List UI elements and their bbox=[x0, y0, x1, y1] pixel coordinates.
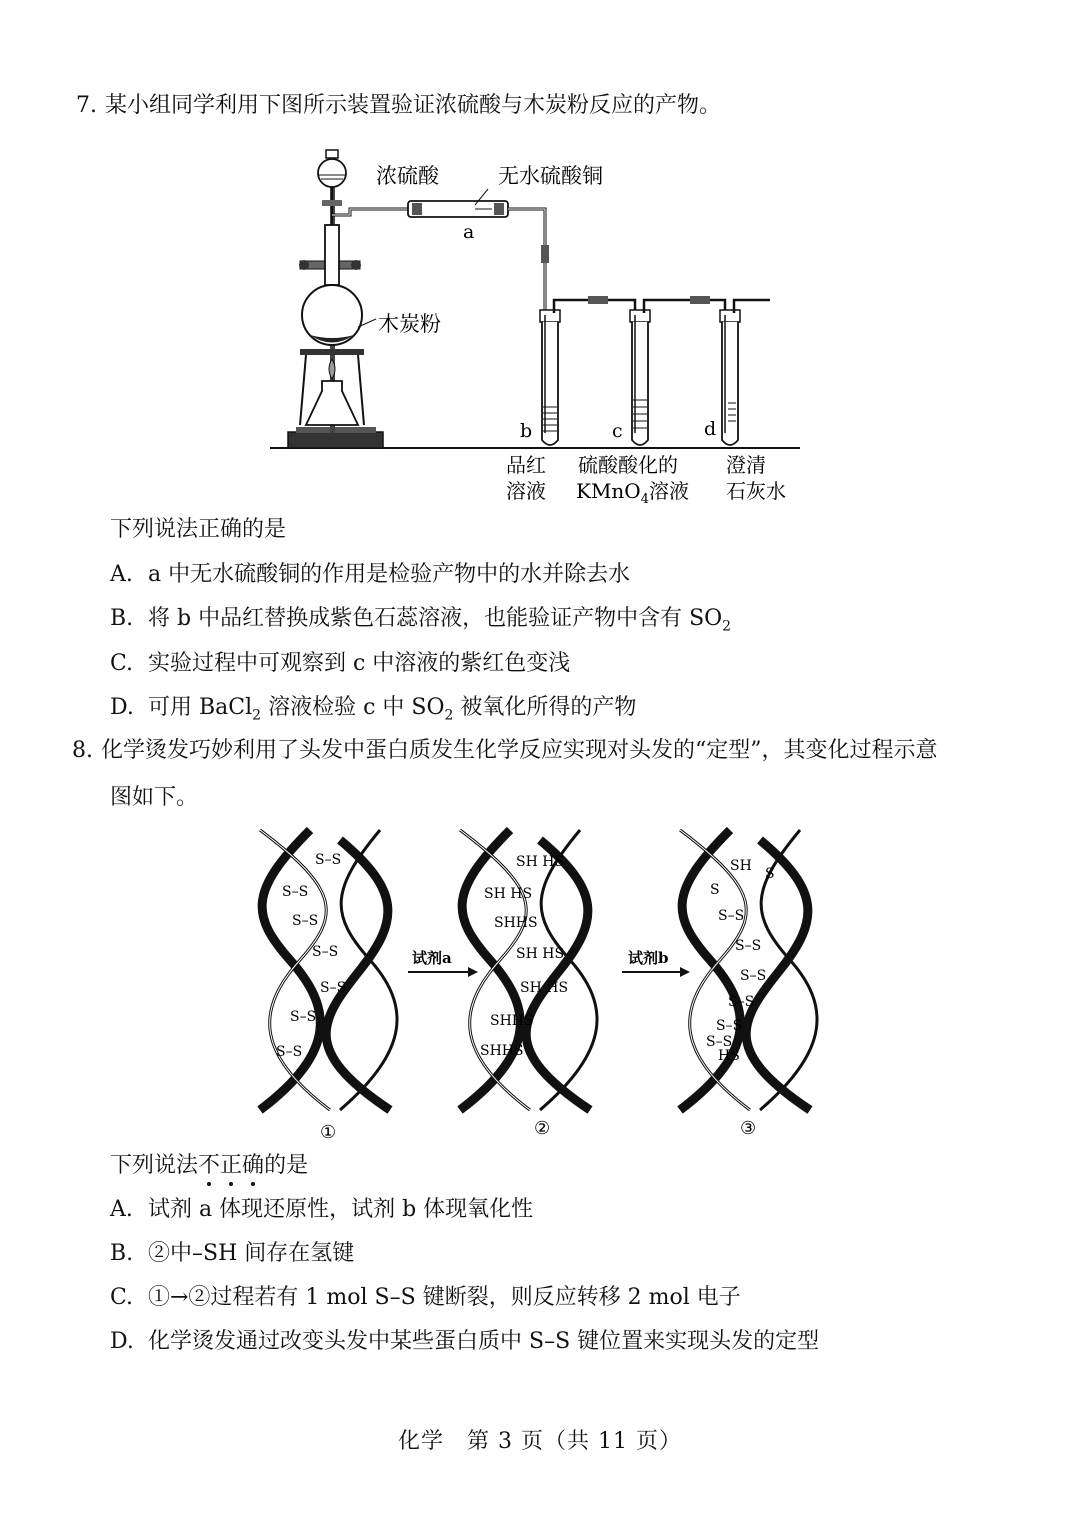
label-c: c bbox=[612, 420, 623, 442]
helix2-bond: SH HS bbox=[484, 886, 533, 902]
q7-prompt: 下列说法正确的是 bbox=[110, 517, 287, 542]
helix1-bond: S–S bbox=[282, 884, 309, 900]
helix1-bond: S–S bbox=[276, 1044, 303, 1060]
q8-hair-helix-figure bbox=[240, 820, 840, 1145]
q8-option-c: C. ①→②过程若有 1 mol S–S 键断裂，则反应转移 2 mol 电子 bbox=[110, 1285, 741, 1310]
helix3-label: S bbox=[710, 882, 720, 898]
helix3-label: SH bbox=[730, 858, 752, 874]
q8-prompt: 下列说法不正确的是 bbox=[110, 1153, 309, 1178]
reagent-b-label: 试剂b bbox=[628, 949, 669, 967]
q7-stem bbox=[76, 92, 721, 120]
label-a: a bbox=[463, 221, 475, 243]
helix3-label: S–S bbox=[706, 1034, 733, 1050]
q7-option-c: C. 实验过程中可观察到 c 中溶液的紫红色变浅 bbox=[110, 651, 571, 676]
tube-d-label-1: 澄清 bbox=[726, 453, 766, 477]
q8-stem-line2: 图如下。 bbox=[110, 785, 199, 810]
q8-option-a: A. 试剂 a 体现还原性，试剂 b 体现氧化性 bbox=[110, 1197, 534, 1222]
label-conc-h2so4: 浓硫酸 bbox=[376, 164, 439, 188]
q7-apparatus-figure bbox=[270, 145, 810, 505]
helix2-bond: SHHS bbox=[490, 1013, 534, 1029]
figure-label-2: ② bbox=[534, 1118, 551, 1139]
q7-stem-text: 某小组同学利用下图所示装置验证浓硫酸与木炭粉反应的产物。 bbox=[105, 93, 722, 118]
q7-option-a: A. a 中无水硫酸铜的作用是检验产物中的水并除去水 bbox=[110, 562, 631, 587]
helix3-label: S–S bbox=[728, 994, 755, 1010]
helix2-bond: SHHS bbox=[480, 1043, 524, 1059]
helix3-label: S–S bbox=[735, 938, 762, 954]
label-d: d bbox=[704, 418, 717, 440]
figure-label-1: ① bbox=[320, 1122, 337, 1143]
q7-option-d: D. 可用 BaCl$_2$ 溶液检验 c 中 $SO_2$ 被氧化所得的产物 bbox=[110, 695, 637, 724]
tube-c-label-2: KMnO$_4$溶液 bbox=[576, 479, 689, 505]
tube-b-label-1: 品红 bbox=[506, 453, 546, 477]
helix1-bond: S–S bbox=[315, 852, 342, 868]
helix3-label: S–S bbox=[716, 1018, 743, 1034]
page-footer: 化学 第 3 页（共 11 页） bbox=[398, 1429, 682, 1454]
helix1-bond: S–S bbox=[290, 1009, 317, 1025]
helix1-bond: S–S bbox=[312, 944, 339, 960]
reagent-a-label: 试剂a bbox=[412, 949, 452, 967]
helix2-bond: SHHS bbox=[494, 915, 538, 931]
helix2-bond: SH HS bbox=[516, 946, 565, 962]
q7-option-b: B. 将 b 中品红替换成紫色石蕊溶液，也能验证产物中含有 $SO_2$ bbox=[110, 606, 732, 635]
q7-number: 7. bbox=[76, 93, 97, 118]
label-b: b bbox=[520, 420, 533, 442]
figure-label-3: ③ bbox=[740, 1118, 757, 1139]
helix2-bond: SH HS bbox=[516, 854, 565, 870]
tube-b-label-2: 溶液 bbox=[506, 479, 546, 503]
label-charcoal-powder: 木炭粉 bbox=[378, 312, 441, 336]
helix1-bond: S–S bbox=[292, 913, 319, 929]
arrow-right-icon bbox=[680, 967, 690, 977]
helix3-label: S–S bbox=[740, 968, 767, 984]
tube-c-label-1: 硫酸酸化的 bbox=[578, 453, 678, 477]
tube-d-label-2: 石灰水 bbox=[726, 479, 786, 503]
helix2-bond: SH HS bbox=[520, 980, 569, 996]
q8-option-d: D. 化学烫发通过改变头发中某些蛋白质中 S–S 键位置来实现头发的定型 bbox=[110, 1329, 820, 1354]
arrow-right-icon bbox=[468, 967, 478, 977]
q8-stem-line1: 8. 化学烫发巧妙利用了头发中蛋白质发生化学反应实现对头发的“定型”，其变化过程示意 bbox=[72, 738, 938, 763]
helix3-label: S–S bbox=[718, 908, 745, 924]
helix3-label: S bbox=[765, 866, 775, 882]
q8-option-b: B. ②中–SH 间存在氢键 bbox=[110, 1241, 355, 1266]
helix3-label: HS bbox=[718, 1048, 740, 1064]
helix1-bond: S–S bbox=[320, 980, 347, 996]
q8-number: 8. bbox=[72, 738, 93, 763]
label-anhydrous-cuso4: 无水硫酸铜 bbox=[498, 164, 603, 188]
